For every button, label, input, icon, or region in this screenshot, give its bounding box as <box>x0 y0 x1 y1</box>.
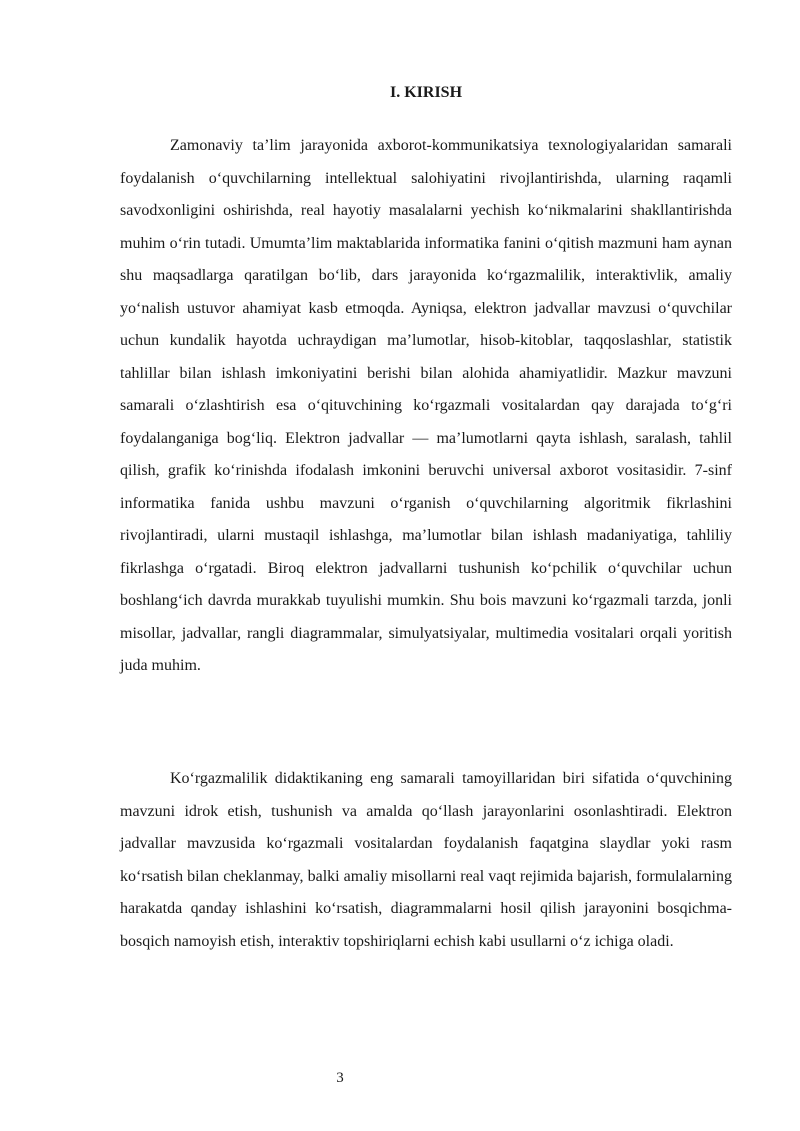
section-heading: I. KIRISH <box>389 84 463 101</box>
page-number: 3 <box>336 1070 344 1086</box>
paragraph-1: Zamonaviy ta’lim jarayonida axborot-kommunikatsiya texnologiyalaridan samarali foydalanish o‘quvchilarning intellektual salohiyatini rivojlantirishda, ularning raqamli savodxonligini oshirishda, real hayotiy masalalarni yechish ko‘nikmalarini shakllantirishda muhim o‘rin tutadi. Umumta’lim maktablarida informatika fanini o‘qitish mazmuni ham aynan shu maqsadlarga qaratilgan bo‘lib, dars jarayonida ko‘rgazmalilik, interaktivlik, amaliy yo‘nalish ustuvor ahamiyat kasb etmoqda. Ayniqsa, elektron jadvallar mavzusi o‘quvchilar uchun kundalik hayotda uchraydigan ma’lumotlar, hisob-kitoblar, taqqoslashlar, statistik tahlillar bilan ishlash imkoniyatini berishi bilan alohida ahamiyatlidir. Mazkur mavzuni samarali o‘zlashtirish esa o‘qituvchining ko‘rgazmali vositalardan qay darajada to‘g‘ri foydalanganiga bog‘liq. Elektron jadvallar — ma’lumotlarni qayta ishlash, saralash, tahlil qilish, grafik ko‘rinishda ifodalash imkonini beruvchi universal axborot vositasidir. 7-sinf informatika fanida ushbu mavzuni o‘rganish o‘quvchilarning algoritmik fikrlashini rivojlantiradi, ularni mustaqil ishlashga, ma’lumotlar bilan ishlash madaniyatiga, tahliliy fikrlashga o‘rgatadi. Biroq elektron jadvallarni tushunish ko‘pchilik o‘quvchilar uchun boshlang‘ich davrda murakkab tuyulishi mumkin. Shu bois mavzuni ko‘rgazmali tarzda, jonli misollar, jadvallar, rangli diagrammalar, simulyatsiyalar, multimedia vositalari orqali yoritish juda muhim. <box>120 137 732 674</box>
paragraph-2: Ko‘rgazmalilik didaktikaning eng samarali tamoyillaridan biri sifatida o‘quvchining mavzuni idrok etish, tushunish va amalda qo‘llash jarayonlarini osonlashtiradi. Elektron jadvallar mavzusida ko‘rgazmali vositalardan foydalanish faqatgina slaydlar yoki rasm ko‘rsatish bilan cheklanmay, balki amaliy misollarni real vaqt rejimida bajarish, formulalarning harakatda qanday ishlashini ko‘rsatish, diagrammalarni hosil qilish jarayonini bosqichma-bosqich namoyish etish, interaktiv topshiriqlarni echish kabi usullarni o‘z ichiga oladi. <box>120 770 732 950</box>
